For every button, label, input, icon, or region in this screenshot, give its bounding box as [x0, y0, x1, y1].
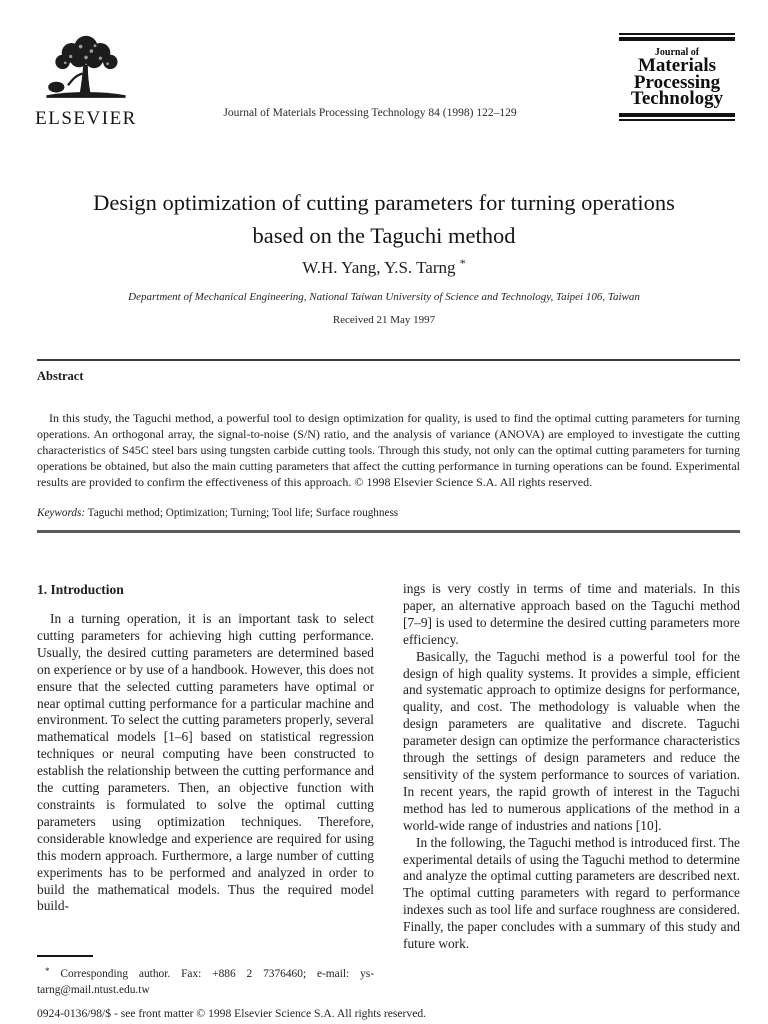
received-date: Received 21 May 1997 [332, 314, 436, 326]
keywords-label: Keywords: [37, 507, 86, 519]
author-names: W.H. Yang, Y.S. Tarng [302, 258, 456, 277]
masthead-bottom-rule-thin [619, 119, 735, 121]
intro-paragraph: In a turning operation, it is an important task to select cutting parameters for achieving high cutting performance. Usually, the desired cutting parameters are determined based on experience or by use of a handbook. However, this does not ensure that the selected cutting parameters have optimal or near optimal cutting performance for a particular machine and environment. To select the cutting parameters properly, several mathematical models [1–6] based on statistical regression techniques or neural computing have been constructed to establish the relationship between the cutting performance and the cutting parameters. Then, an objective function with constraints is formulated to solve the optimal cutting parameters using optimization techniques. Therefore, considerable knowledge and experience are required for using this modern approach. Furthermore, a large number of cutting experiments has to be performed and analyzed in order to build the mathematical models. Thus the required model build- [37, 611, 374, 914]
abstract-top-divider [37, 359, 740, 361]
corresponding-author-mark: * [459, 256, 466, 270]
issn-copyright-line: 0924-0136/98/$ - see front matter © 1998 Elsevier Science S.A. All rights reserved. [37, 1007, 427, 1020]
body-paragraph: ings is very costly in terms of time and materials. In this paper, an alternative approach based on the Taguchi method [7–9] is used to determine the desired cutting parameters more efficiency. [403, 581, 740, 647]
keywords-text: Taguchi method; Optimization; Turning; Tool life; Surface roughness [85, 507, 399, 519]
column-right [403, 581, 740, 953]
elsevier-wordmark: ELSEVIER [35, 108, 137, 129]
masthead-title-line: Materials [637, 55, 717, 76]
abstract-text: In this study, the Taguchi method, a powerful tool to design optimization for quality, is used to find the optimal cutting parameters for turning operations. An orthogonal array, the signal-to-noise (S/N) ratio, and the analysis of variance (ANOVA) are employed to investigate the cutting characteristics of S45C steel bars using tungsten carbide cutting tools. Through this study, not only can the optimal cutting parameters for turning operations be obtained, but also the main cutting parameters that affect the cutting performance in turning operations can be found. Experimental results are provided to confirm the effectiveness of this approach. © 1998 Elsevier Science S.A. All rights reserved. [37, 411, 740, 489]
masthead-title-line: Technology [630, 88, 724, 109]
masthead-top-rule-thin [619, 33, 735, 35]
footnote-divider [37, 955, 93, 957]
title-line-1: Design optimization of cutting parameters for turning operations [93, 190, 675, 215]
masthead-bottom-rule-thick [619, 113, 735, 117]
footnote-text: * Corresponding author. Fax: +886 2 7376460; e-mail: ys-tarng@mail.ntust.edu.tw [37, 965, 374, 996]
article-title [20, 186, 748, 252]
journal-citation: Journal of Materials Processing Technology 84 (1998) 122–129 [223, 107, 517, 119]
abstract-heading: Abstract [37, 369, 84, 383]
affiliation: Department of Mechanical Engineering, National Taiwan University of Science and Technology, Taipei 106, Taiwan [128, 291, 640, 303]
elsevier-tree-icon [39, 34, 133, 106]
title-line-2: based on the Taguchi method [252, 223, 516, 248]
column-left [37, 581, 374, 953]
masthead-top-rule-thick [619, 37, 735, 41]
footnote [37, 955, 374, 999]
body-columns [37, 581, 740, 953]
keywords-line [37, 507, 740, 519]
section-heading-introduction: 1. Introduction [37, 582, 124, 597]
masthead-title-line: Processing [633, 71, 721, 93]
authors-line [0, 256, 768, 278]
abstract-bottom-divider [37, 530, 740, 533]
footnote-symbol: * [45, 965, 50, 976]
masthead-journal-of: Journal of [654, 47, 700, 58]
body-paragraph: In the following, the Taguchi method is introduced first. The experimental details of using the Taguchi method to determine and analyze the optimal cutting parameters are described next. The optimal cutting parameters with regard to performance indexes such as tool life and surface roughness are considered. Finally, the paper concludes with a summary of this study and future work. [403, 834, 740, 952]
journal-masthead [619, 33, 735, 121]
elsevier-logo [28, 34, 144, 130]
body-paragraph: Basically, the Taguchi method is a powerful tool for the design of high quality systems. It provides a simple, efficient and systematic approach to optimize designs for performance, quality, and cost. The methodology is valuable when the design parameters are qualitative and discrete. Taguchi parameter design can optimize the performance characteristics through the settings of design parameters and reduce the sensitivity of the system performance to sources of variation. In recent years, the rapid growth of interest in the Taguchi method has led to numerous applications of the method in a world-wide range of industries and nations [10]. [403, 648, 740, 833]
